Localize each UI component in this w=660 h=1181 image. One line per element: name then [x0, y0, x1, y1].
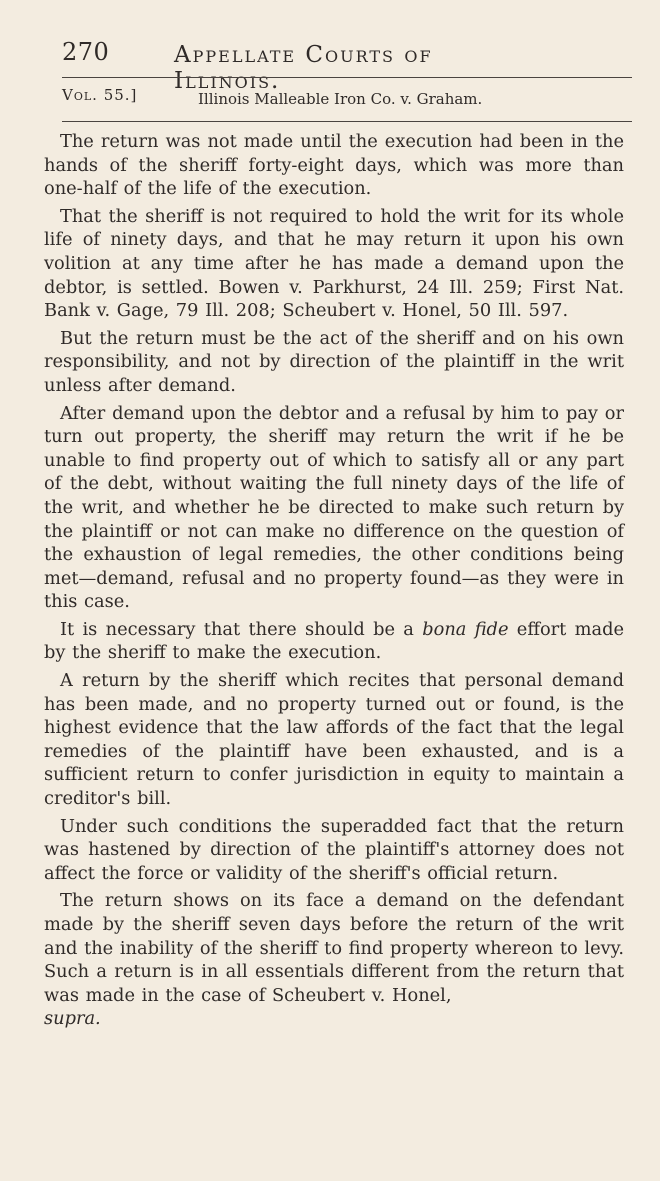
- paragraph-8-text: The return shows on its face a demand on the defendant made by the sheriff seven days before the return of the writ and the inability of the sheriff to find property whereon to levy. Such a return is in all essentials different from the return that was made in the case of Scheubert v. Honel,: [44, 890, 624, 1006]
- paragraph-5: [44, 618, 624, 665]
- page-number: 270: [62, 38, 110, 66]
- paragraph-8: [44, 889, 624, 1031]
- paragraph-3: But the return must be the act of the sheriff and on his own responsibility, and not by direction of the plaintiff in the writ unless after demand.: [44, 327, 624, 396]
- paragraph-6: A return by the sheriff which recites that personal demand has been made, and no property turned out or found, is the highest evidence that the law affords of the fact that the legal remedies of the plaintiff have been exhausted, and is a sufficient return to confer jurisdiction in equity to maintain a creditor's bill.: [44, 670, 624, 810]
- opinion-text: [44, 130, 624, 1035]
- header-rule: [62, 77, 632, 78]
- case-title: Illinois Malleable Iron Co. v. Graham.: [198, 90, 483, 108]
- supra-italic: supra.: [44, 1008, 101, 1030]
- paragraph-2: That the sheriff is not required to hold the writ for its whole life of ninety days, and that he may return it upon his own volition at any time after he has made a demand upon the debtor, is settled. Bowen v. Parkhurst, 24 Ill. 259; First Nat. Bank v. Gage, 79 Ill. 208; Scheubert v. Honel, 50 Ill. 597.: [44, 205, 624, 322]
- paragraph-1: The return was not made until the execution had been in the hands of the sheriff forty-eight days, which was more than one-half of the life of the execution.: [44, 131, 624, 200]
- case-subhead: [62, 86, 632, 114]
- paragraph-5-end: effort made by the sheriff to make the execution.: [44, 618, 624, 664]
- paragraph-7: Under such conditions the superadded fact that the return was hastened by direction of the plaintiff's attorney does not affect the force or validity of the sheriff's official return.: [44, 815, 624, 884]
- paragraph-4: After demand upon the debtor and a refusal by him to pay or turn out property, the sheriff may return the writ if he be unable to find property out of which to satisfy all or any part of the debt, without waiting the full ninety days of the life of the writ, and whether he be directed to make such return by the plaintiff or not can make no difference on the question of the exhaustion of legal remedies, the other conditions being met—demand, refusal and no property found—as they were in this case.: [44, 402, 624, 613]
- bona-fide-italic: bona fide: [422, 618, 509, 640]
- journal-title: Appellate Courts of Illinois.: [174, 42, 433, 94]
- paragraph-5-start: It is necessary that there should be a: [60, 618, 423, 640]
- volume-label: Vol. 55.]: [62, 86, 138, 104]
- subhead-rule: [62, 121, 632, 122]
